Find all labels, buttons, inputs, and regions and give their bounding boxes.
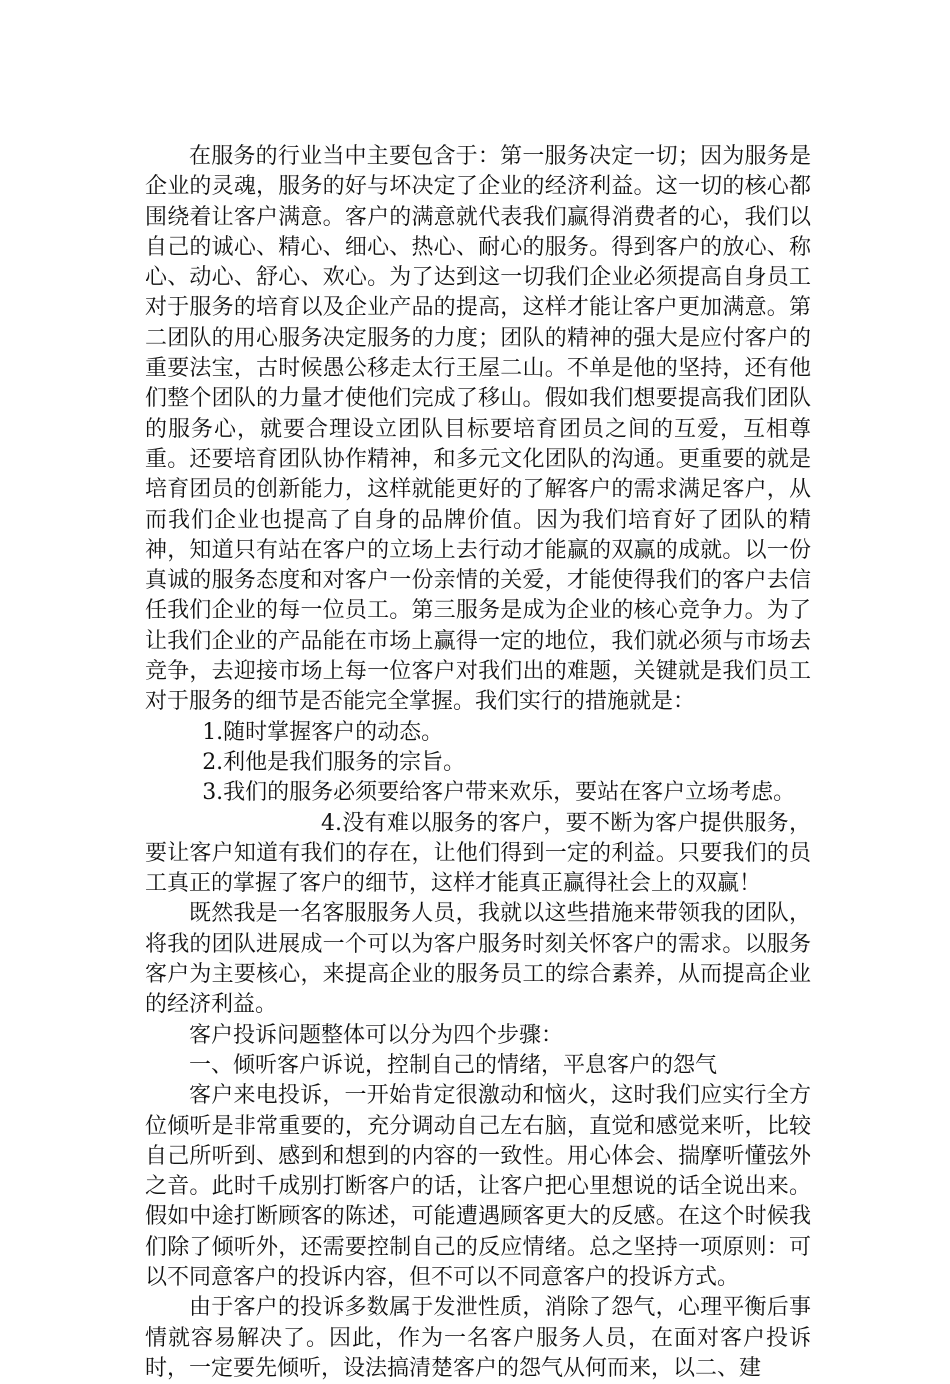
- document-body: [145, 142, 811, 1384]
- list-item-3: 3.我们的服务必须要给客户带来欢乐，要站在客户立场考虑。: [202, 780, 796, 806]
- list-item-4: 4.没有难以服务的客户，要不断为客户提供服务，要让客户知道有我们的存在，让他们得到一定的利益。只要我们的员工真正的掌握了客户的细节，这样才能真正赢得社会上的双赢！: [145, 810, 811, 897]
- list-item-2: 2.利他是我们服务的宗旨。: [202, 749, 466, 775]
- paragraph-team-leadership: 既然我是一名客服服务人员，我就以这些措施来带领我的团队，将我的团队进展成一个可以为客户服务时刻关怀客户的需求。以服务客户为主要核心，来提高企业的服务员工的综合素养，从而提高企业的经济利益。: [145, 901, 811, 1018]
- paragraph-listening: 客户来电投诉，一开始肯定很激动和恼火，这时我们应实行全方位倾听是非常重要的，充分调动自己左右脑，直觉和感觉来听，比较自己所听到、感到和想到的内容的一致性。用心体会、揣摩听懂弦外之音。此时千成别打断客户的话，让客户把心里想说的话全说出来。假如中途打断顾客的陈述，可能遭遇顾客更大的反感。在这个时候我们除了倾听外，还需要控制自己的反应情绪。总之坚持一项原则：可以不同意客户的投诉内容，但不可以不同意客户的投诉方式。: [145, 1083, 811, 1290]
- list-item-1: 1.随时掌握客户的动态。: [202, 719, 444, 745]
- paragraph-complaint-steps-intro: 客户投诉问题整体可以分为四个步骤：: [189, 1022, 564, 1048]
- section-heading-step-one: 一、倾听客户诉说，控制自己的情绪，平息客户的怨气: [189, 1052, 718, 1078]
- paragraph-venting: 由于客户的投诉多数属于发泄性质，消除了怨气，心理平衡后事情就容易解决了。因此，作为一名客户服务人员，在面对客户投诉时，一定要先倾听，设法搞清楚客户的怨气从何而来，以二、建: [145, 1295, 811, 1381]
- paragraph-service-principles: 在服务的行业当中主要包含于：第一服务决定一切；因为服务是企业的灵魂，服务的好与坏决定了企业的经济利益。这一切的核心都围绕着让客户满意。客户的满意就代表我们赢得消费者的心，我们以自己的诚心、精心、细心、热心、耐心的服务。得到客户的放心、称心、动心、舒心、欢心。为了达到这一切我们企业必须提高自身员工对于服务的培育以及企业产品的提高，这样才能让客户更加满意。第二团队的用心服务决定服务的力度；团队的精神的强大是应付客户的重要法宝，古时候愚公移走太行王屋二山。不单是他的坚持，还有他们整个团队的力量才使他们完成了移山。假如我们想要提高我们团队的服务心，就要合理设立团队目标要培育团员之间的互爱，互相尊重。还要培育团队协作精神，和多元文化团队的沟通。更重要的就是培育团员的创新能力，这样就能更好的了解客户的需求满足客户，从而我们企业也提高了自身的品牌价值。因为我们培育好了团队的精神，知道只有站在客户的立场上去行动才能赢的双赢的成就。以一份真诚的服务态度和对客户一份亲情的关爱，才能使得我们的客户去信任我们企业的每一位员工。第三服务是成为企业的核心竞争力。为了让我们企业的产品能在市场上赢得一定的地位，我们就必须与市场去竞争，去迎接市场上每一位客户对我们出的难题，关键就是我们员工对于服务的细节是否能完全掌握。我们实行的措施就是：: [145, 144, 811, 715]
